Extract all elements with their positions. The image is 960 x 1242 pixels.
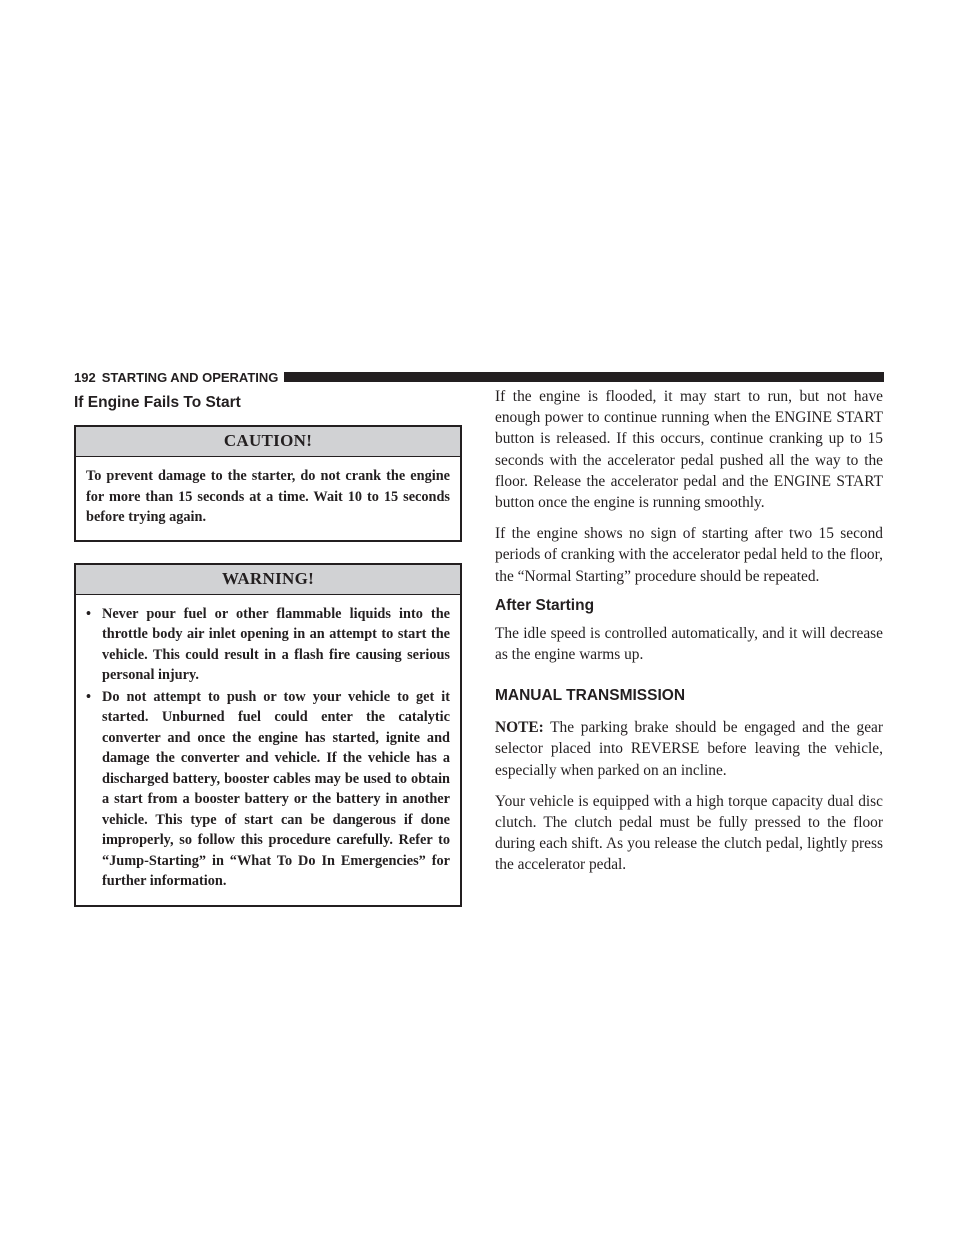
bullet-icon: • [86, 605, 92, 622]
page-header [74, 369, 884, 385]
warning-list [86, 604, 450, 892]
caution-title: CAUTION! [76, 427, 460, 457]
flooded-engine-paragraph: If the engine is flooded, it may start to run, but not have enough power to continue running when the ENGINE START button is released. If this occurs, continue cranking up to 15 seconds with the accelerator pedal pushed all the way to the floor. Release the accelerator pedal and the ENGINE START button once the engine is running smoothly. [495, 388, 883, 512]
right-column [495, 386, 883, 886]
warning-item-text: Never pour fuel or other flammable liquids into the throttle body air inlet opening in an attempt to start the vehicle. This could result in a flash fire causing serious personal injury. [102, 605, 450, 683]
note-label: NOTE: [495, 719, 544, 737]
warning-title: WARNING! [76, 565, 460, 595]
no-start-paragraph: If the engine shows no sign of starting after two 15 second periods of cranking with the accelerator pedal held to the floor, the “Normal Starting” procedure should be repeated. [495, 525, 883, 585]
engine-fails-heading: If Engine Fails To Start [74, 394, 241, 411]
clutch-paragraph: Your vehicle is equipped with a high torque capacity dual disc clutch. The clutch pedal must be fully pressed to the floor during each shift. As you release the clutch pedal, lightly press the accelerator pedal. [495, 792, 883, 874]
manual-transmission-heading: MANUAL TRANSMISSION [495, 687, 686, 705]
warning-box [74, 563, 462, 907]
page-number: 192 [74, 369, 96, 385]
idle-speed-paragraph: The idle speed is controlled automatically, and it will decrease as the engine warms up. [495, 624, 883, 664]
note-paragraph [495, 717, 883, 781]
section-title: STARTING AND OPERATING [101, 369, 279, 385]
caution-text: To prevent damage to the starter, do not crank the engine for more than 15 seconds at a time. Wait 10 to 15 seconds before trying again. [86, 468, 450, 525]
warning-body [76, 595, 460, 905]
warning-item [86, 687, 450, 892]
caution-box [74, 425, 462, 542]
header-rule [284, 372, 884, 382]
left-column [74, 394, 462, 907]
warning-item [86, 604, 450, 686]
note-text: The parking brake should be engaged and the gear selector placed into REVERSE before leaving the vehicle, especially when parked on an incline. [495, 719, 883, 779]
after-starting-heading: After Starting [495, 596, 595, 614]
bullet-icon: • [86, 688, 92, 705]
warning-item-text: Do not attempt to push or tow your vehicle to get it started. Unburned fuel could enter the catalytic converter and once the engine has started, ignite and damage the converter and vehicle. If the vehicle has a discharged battery, booster cables may be used to obtain a start from a booster battery or the battery in another vehicle. This type of start can be dangerous if done improperly, so follow this procedure carefully. Refer to “Jump-Starting” in “What To Do In Emergencies” for further information. [102, 688, 450, 889]
